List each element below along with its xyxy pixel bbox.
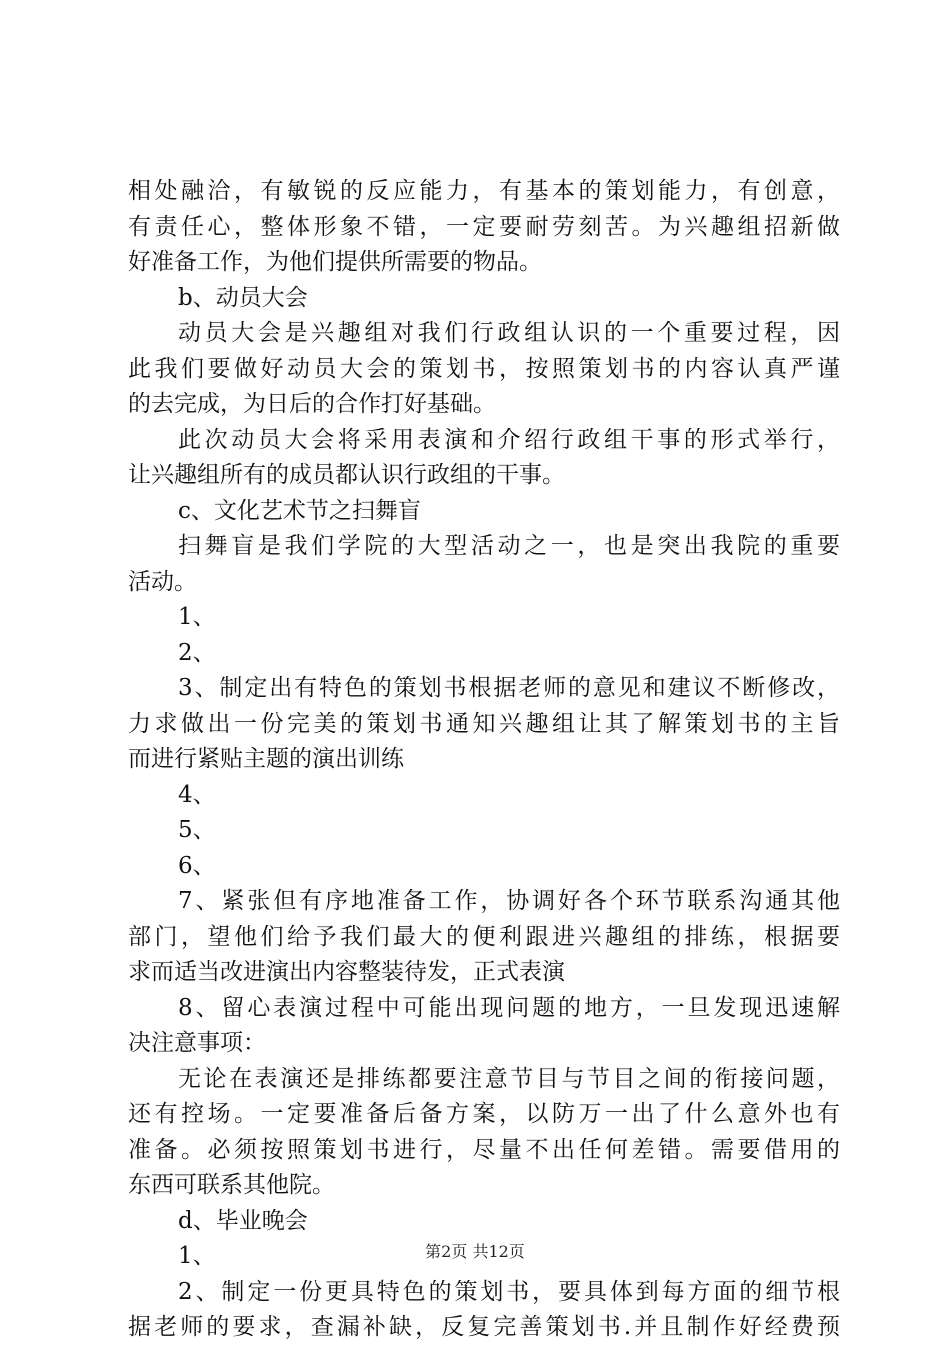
text-line: 8、留心表演过程中可能出现问题的地方，一旦发现迅速解 (178, 994, 840, 1021)
page-footer: 第2页 共12页 (425, 1242, 525, 1261)
text-line: d、毕业晚会 (178, 1207, 308, 1234)
text-line: 3、制定出有特色的策划书根据老师的意见和建议不断修改， (178, 675, 840, 701)
text-line: b、动员大会 (178, 284, 308, 311)
text-line: 此我们要做好动员大会的策划书，按照策划书的内容认真严谨 (128, 355, 840, 382)
text-line: 7、紧张但有序地准备工作，协调好各个环节联系沟通其他 (178, 888, 840, 914)
document-body (128, 174, 840, 1346)
text-line: 据老师的要求，查漏补缺，反复完善策划书.并且制作好经费预 (128, 1314, 840, 1340)
text-line: 6、 (178, 852, 216, 879)
text-line: 东西可联系其他院。 (128, 1172, 335, 1198)
text-line: 此次动员大会将采用表演和介绍行政组干事的形式举行， (178, 426, 840, 453)
text-line: 还有控场。一定要准备后备方案，以防万一出了什么意外也有 (128, 1101, 840, 1127)
text-line: 准备。必须按照策划书进行，尽量不出任何差错。需要借用的 (128, 1136, 840, 1163)
text-line: 2、制定一份更具特色的策划书，要具体到每方面的细节根 (178, 1278, 840, 1305)
text-line: 4、 (178, 781, 216, 808)
text-line: 而进行紧贴主题的演出训练 (128, 746, 404, 772)
text-line: 1、 (178, 1243, 216, 1269)
text-line: 有责任心，整体形象不错，一定要耐劳刻苦。为兴趣组招新做 (128, 213, 840, 240)
text-line: 活动。 (128, 568, 197, 595)
text-line: 相处融洽，有敏锐的反应能力，有基本的策划能力，有创意， (128, 178, 840, 204)
text-line: 5、 (178, 817, 216, 843)
text-line: c、文化艺术节之扫舞盲 (178, 497, 421, 524)
text-line: 决注意事项： (128, 1030, 266, 1056)
text-line: 1、 (178, 604, 216, 630)
text-line: 力求做出一份完美的策划书通知兴趣组让其了解策划书的主旨 (128, 710, 840, 737)
text-line: 无论在表演还是排练都要注意节目与节目之间的衔接问题， (178, 1065, 840, 1092)
text-line: 部门，望他们给予我们最大的便利跟进兴趣组的排练，根据要 (128, 923, 840, 950)
text-line: 2、 (178, 639, 216, 666)
text-line: 的去完成，为日后的合作打好基础。 (128, 391, 496, 417)
text-line: 让兴趣组所有的成员都认识行政组的干事。 (128, 462, 565, 488)
text-line: 动员大会是兴趣组对我们行政组认识的一个重要过程，因 (178, 320, 840, 346)
text-line: 扫舞盲是我们学院的大型活动之一，也是突出我院的重要 (178, 533, 840, 559)
text-line: 求而适当改进演出内容整装待发，正式表演 (128, 959, 565, 985)
text-line: 好准备工作，为他们提供所需要的物品。 (128, 249, 542, 275)
